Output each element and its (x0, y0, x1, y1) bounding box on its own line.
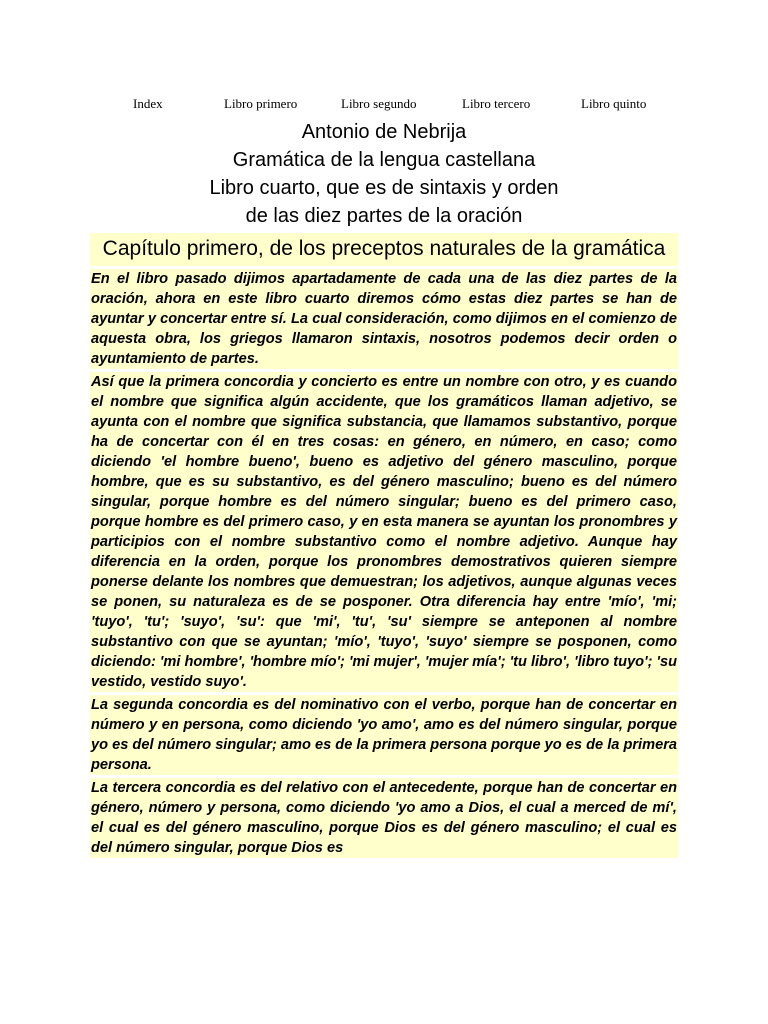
author-name: Antonio de Nebrija (301, 121, 467, 143)
work-title: Gramática de la lengua castellana (232, 149, 536, 171)
book-title-line-1: Libro cuarto, que es de sintaxis y orden (209, 177, 559, 199)
nav-link-libro-segundo[interactable]: Libro segundo (341, 96, 417, 111)
nav-link-libro-quinto[interactable]: Libro quinto (581, 96, 647, 111)
chapter-title: Capítulo primero, de los preceptos naturales de la gramática (90, 233, 678, 266)
document-header (90, 118, 678, 230)
top-navigation (0, 96, 768, 114)
book-title-line-2: de las diez partes de la oración (245, 205, 523, 227)
nav-link-index[interactable]: Index (133, 96, 163, 111)
paragraph: La tercera concordia es del relativo con el antecedente, porque han de concertar en género, número y persona, como diciendo 'yo amo a Dios, el cual a merced de mí', el cual es del género masculino, porque Dios es del género masculino; el cual es del número singular, porque Dios es (91, 780, 677, 856)
paragraph: La segunda concordia es del nominativo con el verbo, porque han de concertar en número y en persona, como diciendo 'yo amo', amo es del número singular, porque yo es del número singular; amo es de la primera persona porque yo es de la primera persona. (91, 697, 677, 773)
nav-link-libro-tercero[interactable]: Libro tercero (462, 96, 531, 111)
nav-link-libro-primero[interactable]: Libro primero (224, 96, 298, 111)
chapter-content (90, 233, 678, 861)
paragraph: Así que la primera concordia y concierto es entre un nombre con otro, y es cuando el nombre que significa algún accidente, que los gramáticos llaman adjetivo, se ayunta con el nombre que significa substancia, que llamamos substantivo, porque ha de concertar con él en tres cosas: en género, en número, en caso; como diciendo 'el hombre bueno', bueno es adjetivo del género masculino, porque hombre, que es su substantivo, es del género masculino; bueno es del número singular, porque hombre es del número singular; bueno es del primero caso, porque hombre es del primero caso, y en esta manera se ayuntan los pronombres y participios con el nombre substantivo como el nombre adjetivo. Aunque hay diferencia en la orden, porque los pronombres demostrativos quieren siempre ponerse delante los nombres que demuestran; los adjetivos, aunque algunas veces se ponen, su naturaleza es de se posponer. Otra diferencia hay entre 'mío', 'mi; 'tuyo', 'tu'; 'suyo', 'su': que 'mi', 'tu', 'su' siempre se anteponen al nombre substantivo con que se ayuntan; 'mío', 'tuyo', 'suyo' siempre se posponen, como diciendo: 'mi hombre', 'hombre mío'; 'mi mujer', 'mujer mía'; 'tu libro', 'libro tuyo'; 'su vestido, vestido suyo'. (91, 374, 677, 690)
paragraph: En el libro pasado dijimos apartadamente de cada una de las diez partes de la oración, ahora en este libro cuarto diremos cómo estas diez partes se han de ayuntar y concertar entre sí. La cual consideración, como dijimos en el comienzo de aquesta obra, los griegos llamaron sintaxis, nosotros podemos decir orden o ayuntamiento de partes. (91, 271, 677, 367)
